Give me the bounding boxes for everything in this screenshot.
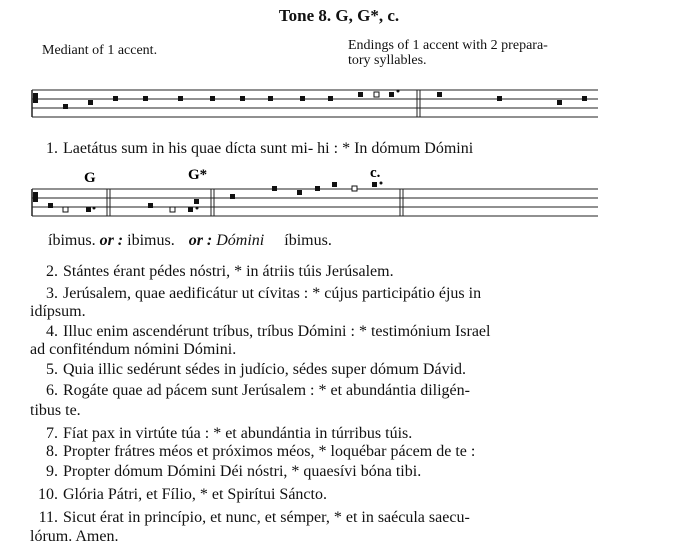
verse-line: ad confiténdum nómini Dómini. (30, 341, 237, 358)
ending-label-g-star: G* (188, 167, 208, 183)
verse-line: 2. Stántes érant pédes nóstri, * in átriis túis Jerúsalem. (46, 263, 394, 280)
verse-line: 8. Propter frátres méos et próximos méos, * loquébar pácem de te : (46, 443, 476, 460)
verse-1-line (30, 140, 473, 158)
verse-line: tibus te. (30, 402, 81, 419)
or-2: or : (188, 232, 213, 249)
verse-number: 1. (46, 140, 58, 157)
page-title: Tone 8. G, G*, c. (278, 6, 400, 25)
endings-label (348, 38, 548, 68)
verse-line: 10. Glória Pátri, et Fílio, * et Spirítui Sáncto. (38, 486, 327, 503)
endings-label-line1: Endings of 1 accent with 2 prepara- (348, 38, 548, 53)
verse-line: 3. Jerúsalem, quae aedificátur ut cívitas : * cújus participátio éjus in (46, 285, 482, 302)
or-1: or : (99, 232, 124, 249)
cont-d: íbimus. (284, 232, 332, 249)
cont-b: ibimus. (127, 232, 175, 249)
verse-line: lórum. Amen. (30, 528, 119, 545)
mediant-label: Mediant of 1 accent. (42, 43, 158, 58)
ending-label-c: c. (370, 165, 381, 181)
verse-1-continuation (48, 232, 332, 250)
verse-line: 7. Fíat pax in virtúte túa : * et abundántia in túrribus túis. (46, 425, 413, 442)
verse-line: 5. Quia illic sedérunt sédes in judício, sédes super dómum Dávid. (46, 361, 467, 378)
verse-line: 4. Illuc enim ascendérunt tríbus, tríbus Dómini : * testimónium Israel (46, 323, 491, 340)
chant-staff-2 (0, 165, 678, 227)
verse-line: 9. Propter dómum Dómini Déi nóstri, * quaesívi bóna tibi. (46, 463, 422, 480)
cont-a: íbimus. (48, 232, 96, 249)
verse-line: idípsum. (30, 303, 86, 320)
verse-line: 6. Rogáte quae ad pácem sunt Jerúsalem : * et abundántia diligén- (46, 382, 470, 399)
clef-mark (33, 93, 38, 103)
chant-staff-1 (0, 80, 678, 140)
verse-text: Laetátus sum in his quae dícta sunt mi- hi : * In dómum Dómini (63, 140, 474, 157)
verse-line: 11. Sicut érat in princípio, et nunc, et sémper, * et in saécula saecu- (38, 509, 470, 526)
endings-label-line2: tory syllables. (348, 53, 427, 68)
cont-c: Dómini (216, 232, 265, 249)
ending-label-g: G (84, 170, 96, 186)
